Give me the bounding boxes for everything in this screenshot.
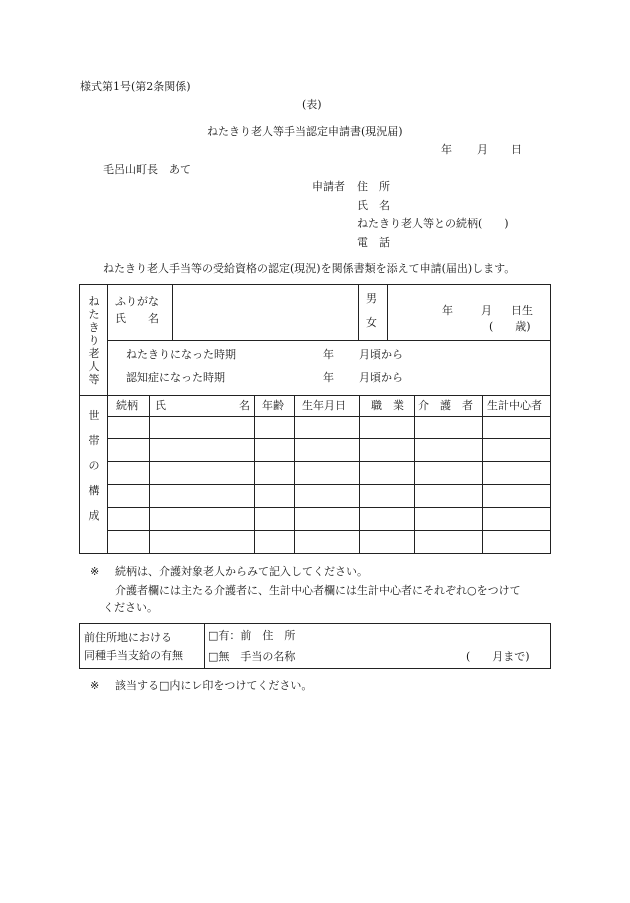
applicant-relation-label: ねたきり老人等との続柄( ) (357, 217, 509, 230)
col-birthdate: 生年月日 (302, 399, 346, 412)
bedridden-month: 月頃から (359, 348, 403, 361)
col-age: 年齢 (262, 399, 284, 412)
sex-male[interactable]: 男 (366, 292, 377, 305)
option-yes[interactable]: □有：前 住 所 (208, 629, 296, 642)
col-relationship: 続柄 (116, 399, 138, 412)
date-day: 日 (511, 143, 522, 156)
birth-day: 日生 (511, 304, 533, 317)
col-breadwinner: 生計中心者 (487, 399, 542, 412)
form-number: 様式第1号(第2条関係) (80, 80, 191, 93)
patient-side-label: ね た き り 老 人 等 (88, 295, 100, 386)
dementia-month: 月頃から (359, 371, 403, 384)
sex-female[interactable]: 女 (366, 316, 377, 329)
note-checkbox: 該当する□内にレ印をつけてください。 (115, 679, 313, 692)
note-relationship: 続柄は、介護対象老人からみて記入してください。 (115, 565, 368, 578)
dementia-date-label: 認知症になった時期 (126, 371, 225, 384)
col-caregiver: 介 護 者 (418, 399, 473, 412)
applicant-address-label: 住 所 (357, 180, 390, 193)
age: ( 歳) (489, 320, 531, 333)
bedridden-year: 年 (323, 348, 334, 361)
birth-year: 年 (442, 304, 453, 317)
patient-household-table (79, 284, 551, 554)
until-month: ( 月まで) (466, 650, 530, 663)
patient-name-field[interactable] (174, 287, 356, 337)
applicant-heading: 申請者 (312, 180, 345, 193)
note-caregiver-cont: ください。 (103, 601, 158, 614)
bedridden-date-label: ねたきりになった時期 (126, 348, 236, 361)
applicant-phone-label: 電 話 (357, 236, 390, 249)
date-year: 年 (441, 143, 452, 156)
furigana-label: ふりがな (115, 295, 159, 308)
col-name-given: 名 (239, 399, 250, 412)
previous-label-line1: 前住所地における (84, 631, 172, 644)
birth-month: 月 (481, 304, 492, 317)
note-mark-2: ※ (90, 679, 100, 692)
col-occupation: 職 業 (371, 399, 404, 412)
note-caregiver: 介護者欄には主たる介護者に、生計中心者欄には生計中心者にそれぞれ○をつけて (115, 584, 521, 597)
patient-name-label: 氏 名 (115, 312, 159, 325)
date-month: 月 (477, 143, 488, 156)
applicant-name-label: 氏 名 (357, 199, 390, 212)
household-side-label: 世 帯 の 構 成 (88, 409, 100, 522)
note-mark-1: ※ (90, 565, 100, 578)
previous-label-line2: 同種手当支給の有無 (84, 649, 183, 662)
dementia-year: 年 (323, 371, 334, 384)
option-no[interactable]: □無 手当の名称 (208, 650, 296, 663)
col-name-family: 氏 (155, 399, 166, 412)
front-side-label: (表) (302, 98, 322, 111)
form-title: ねたきり老人等手当認定申請書(現況届) (207, 125, 403, 138)
addressee: 毛呂山町長 あて (103, 163, 191, 176)
intro-statement: ねたきり老人手当等の受給資格の認定(現況)を関係書類を添えて申請(届出)します。 (103, 262, 516, 275)
previous-allowance-table (79, 623, 551, 669)
